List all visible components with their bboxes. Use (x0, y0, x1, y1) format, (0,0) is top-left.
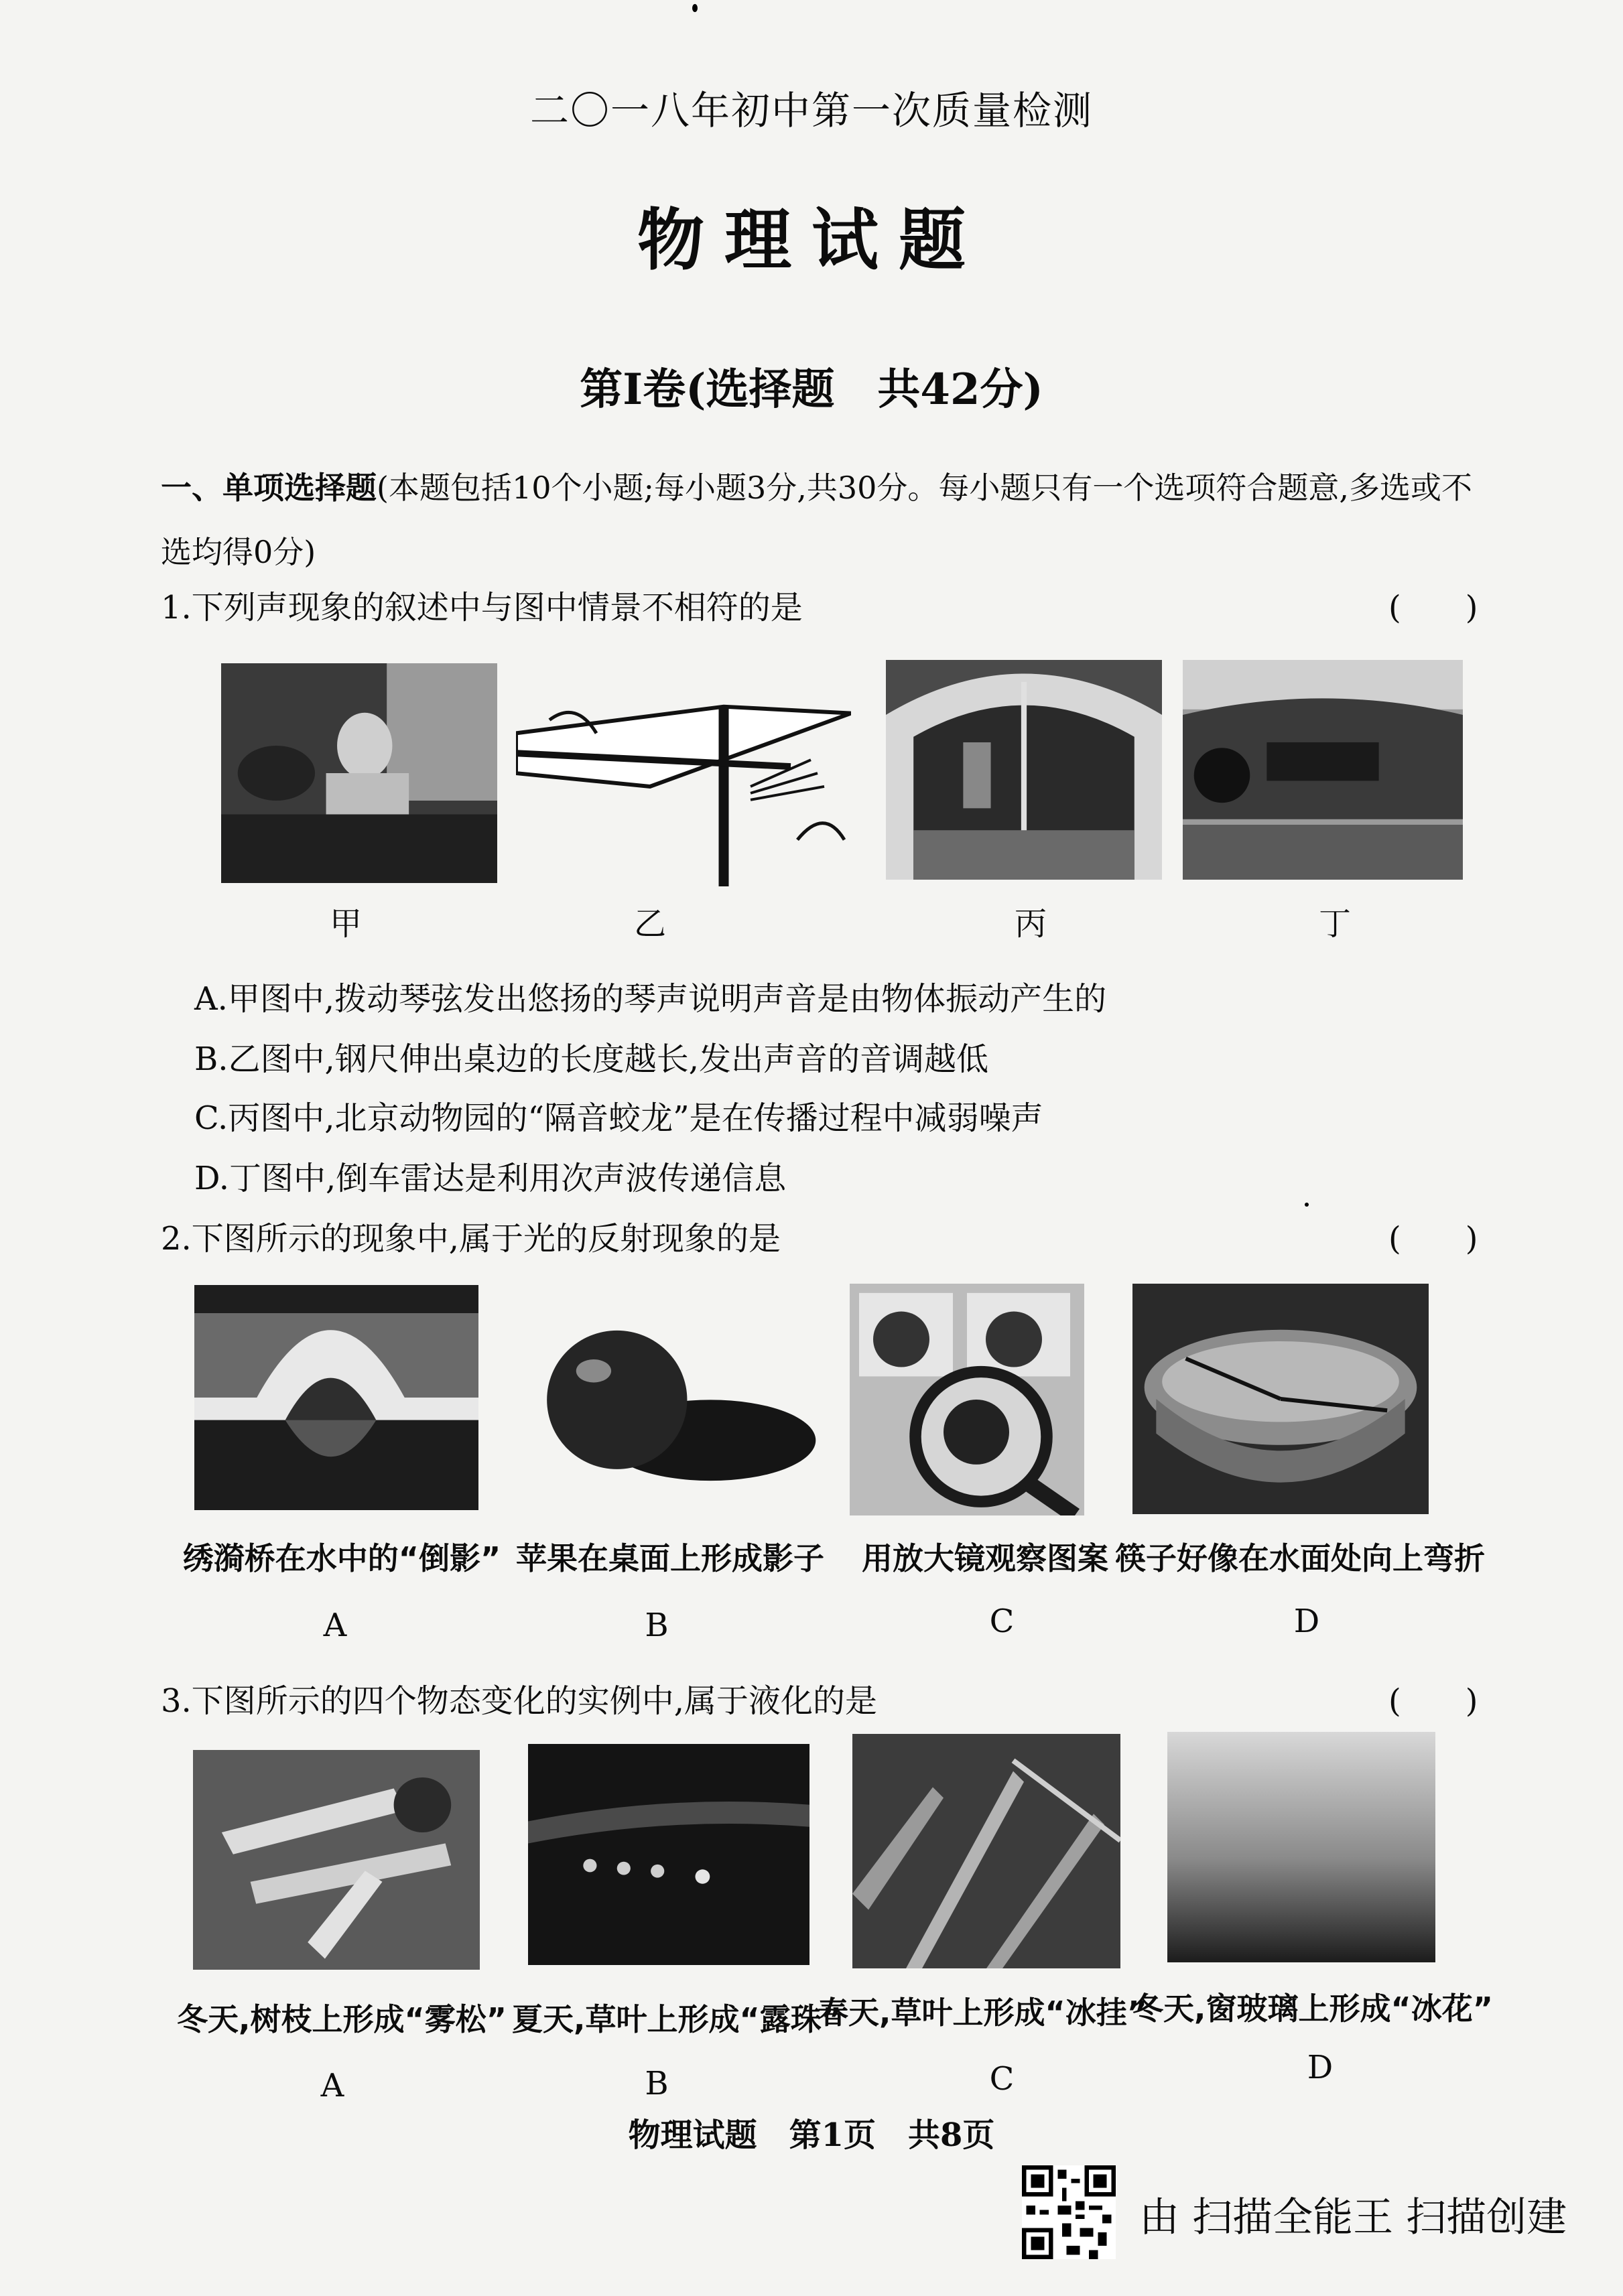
q1-figure-ding (1183, 660, 1463, 880)
subject-title: 物理试题 (637, 200, 986, 279)
q1-figure-jia (221, 663, 497, 883)
instructions-heading: 一、单项选择题 (161, 470, 377, 506)
q3-label-d: D (1307, 2049, 1334, 2086)
q1-label-yi: 乙 (633, 905, 666, 943)
q2-label-b: B (645, 1607, 669, 1644)
q3-label-c: C (989, 2060, 1015, 2098)
question-1-stem: 1.下列声现象的叙述中与图中情景不相符的是 (161, 589, 803, 626)
q1-label-jia: 甲 (329, 905, 362, 943)
q3-caption-c: 春天,草叶上形成“冰挂” (818, 1995, 1147, 2031)
question-3-answer-paren: ( ) (1388, 1682, 1478, 1720)
q2-caption-c: 用放大镜观察图案 (862, 1540, 1108, 1576)
q1-figure-yi (516, 673, 851, 886)
question-2-stem: 2.下图所示的现象中,属于光的反射现象的是 (161, 1220, 781, 1258)
q3-label-a: A (320, 2067, 344, 2104)
q3-figure-d (1167, 1732, 1435, 1962)
q2-label-a: A (323, 1607, 347, 1644)
q1-label-bing: 丙 (1014, 905, 1047, 943)
q1-label-ding: 丁 (1318, 905, 1351, 943)
q1-option-a: A.甲图中,拨动琴弦发出悠扬的琴声说明声音是由物体振动产生的 (194, 980, 1107, 1018)
scan-speck (1305, 1203, 1309, 1207)
q1-figure-bing (886, 660, 1162, 880)
q3-figure-b (528, 1744, 809, 1965)
q2-figure-d (1132, 1284, 1429, 1514)
q1-option-d: D.丁图中,倒车雷达是利用次声波传递信息 (194, 1160, 787, 1197)
q3-figure-c (852, 1734, 1120, 1968)
page-footer: 物理试题 第1页 共8页 (628, 2116, 995, 2154)
section-instructions (161, 456, 1488, 584)
question-3-stem: 3.下图所示的四个物态变化的实例中,属于液化的是 (161, 1682, 878, 1720)
q3-caption-b: 夏天,草叶上形成“露珠” (512, 2001, 842, 2037)
q2-caption-a: 绣漪桥在水中的“倒影” (182, 1540, 501, 1576)
q2-label-c: C (989, 1603, 1015, 1640)
q3-label-b: B (645, 2065, 669, 2102)
q2-figure-c (850, 1284, 1084, 1515)
q3-caption-a: 冬天,树枝上形成“雾松” (177, 2001, 507, 2037)
question-2-answer-paren: ( ) (1388, 1220, 1478, 1258)
q2-caption-b: 苹果在桌面上形成影子 (516, 1540, 824, 1576)
q1-option-c: C.丙图中,北京动物园的“隔音蛟龙”是在传播过程中减弱噪声 (194, 1099, 1043, 1137)
instructions-text: (本题包括10个小题;每小题3分,共30分。每小题只有一个选项符合题意,多选或不选均得0分) (161, 470, 1473, 570)
q3-caption-d: 冬天,窗玻璃上形成“冰花” (1132, 1990, 1493, 2027)
q1-option-b: B.乙图中,钢尺伸出桌边的长度越长,发出声音的音调越低 (194, 1040, 989, 1078)
qr-code-icon (1022, 2165, 1116, 2259)
q3-figure-a (193, 1750, 480, 1970)
q2-figure-a (194, 1285, 478, 1510)
q2-figure-b (529, 1313, 822, 1498)
q2-label-d: D (1293, 1603, 1320, 1640)
section-title: 第Ⅰ卷(选择题 共42分) (580, 364, 1043, 415)
scan-speck (692, 4, 698, 12)
question-1-answer-paren: ( ) (1388, 589, 1478, 626)
exam-title: 二〇一八年初中第一次质量检测 (529, 88, 1093, 133)
q2-caption-d: 筷子好像在水面处向上弯折 (1115, 1540, 1485, 1576)
scanner-watermark: 由 扫描全能王 扫描创建 (1139, 2194, 1567, 2241)
